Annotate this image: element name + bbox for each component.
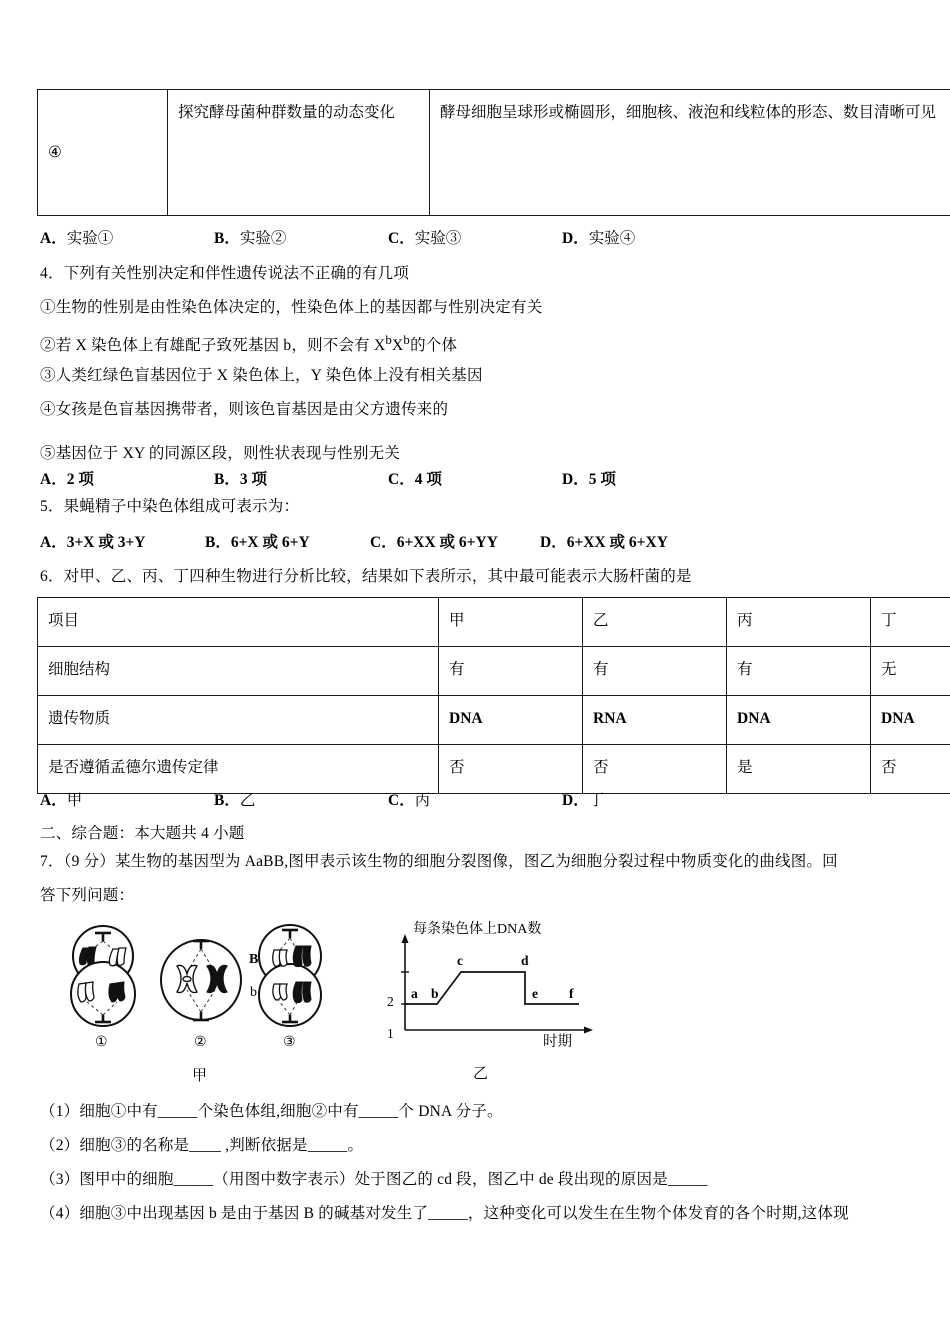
table-cell: DNA — [727, 696, 871, 745]
table-header-yi: 乙 — [583, 598, 727, 647]
table-header-item: 项目 — [38, 598, 439, 647]
q3-option-b[interactable]: B．实验② — [214, 230, 287, 247]
table-header-ding: 丁 — [871, 598, 950, 647]
q7-sub-3: （3）图甲中的细胞_____（用图中数字表示）处于图乙的 cd 段，图乙中 de 段出现的原因是_____ — [40, 1171, 708, 1188]
q3-option-a[interactable]: A．实验① — [40, 230, 114, 247]
cell-3-label: ③ — [283, 1035, 296, 1050]
q4-stem: 4．下列有关性别决定和伴性遗传说法不正确的有几项 — [40, 265, 410, 282]
table-cell: 有 — [583, 647, 727, 696]
chart-point-c: c — [457, 953, 463, 968]
x-axis-arrow — [584, 1027, 593, 1034]
row-label-cell: 是否遵循孟德尔遗传定律 — [38, 745, 439, 794]
q6-stem: 6．对甲、乙、丙、丁四种生物进行分析比较，结果如下表所示，其中最可能表示大肠杆菌的是 — [40, 568, 692, 585]
q4-item-3: ③人类红绿色盲基因位于 X 染色体上，Y 染色体上没有相关基因 — [40, 367, 483, 384]
q5-option-row — [0, 530, 900, 550]
table-header-row — [38, 598, 950, 647]
q4-option-row — [0, 467, 900, 487]
q6-option-b[interactable]: B．乙 — [214, 792, 256, 809]
q4-option-a[interactable]: A．2 项 — [40, 471, 94, 488]
q4-item-2: ②若 X 染色体上有雄配子致死基因 b，则不会有 $X^bX^b$的个体 — [40, 332, 458, 355]
q7-stem-line1: 7．（9 分）某生物的基因型为 AaBB,图甲表示该生物的细胞分裂图像，图乙为细胞分裂过程中物质变化的曲线图。回 — [40, 853, 838, 870]
q3-option-d[interactable]: D．实验④ — [562, 230, 636, 247]
row-label-cell: 遗传物质 — [38, 696, 439, 745]
table-row — [38, 696, 950, 745]
figure-caption-yi: 乙 — [473, 1066, 489, 1082]
table-header-jia: 甲 — [439, 598, 583, 647]
experiment-index-cell: ④ — [38, 90, 168, 216]
table-cell: DNA — [439, 696, 583, 745]
table-cell: 是 — [727, 745, 871, 794]
section-two-heading: 二、综合题：本大题共 4 小题 — [40, 825, 245, 842]
q4-item-4: ④女孩是色盲基因携带者，则该色盲基因是由父方遗传来的 — [40, 401, 449, 418]
chart-point-b: b — [431, 986, 439, 1001]
table-row — [38, 745, 950, 794]
figure-caption-jia: 甲 — [192, 1068, 208, 1084]
q6-option-c[interactable]: C．丙 — [388, 792, 431, 809]
q4-option-c[interactable]: C．4 项 — [388, 471, 442, 488]
table-cell: 有 — [439, 647, 583, 696]
organism-comparison-table — [37, 597, 950, 794]
q7-stem-line2: 答下列问题： — [40, 887, 135, 904]
q3-option-row — [0, 226, 900, 246]
q4-item-1: ①生物的性别是由性染色体决定的，性染色体上的基因都与性别决定有关 — [40, 299, 543, 316]
experiment-topic-cell: 探究酵母菌种群数量的动态变化 — [168, 90, 430, 216]
chart-y-axis-label: 每条染色体上DNA数 — [413, 922, 542, 937]
cell-diagram-2 — [149, 928, 253, 1032]
q7-sub-2: （2）细胞③的名称是____ ,判断依据是_____。 — [40, 1137, 364, 1154]
cell-3-allele-b-upper: B — [249, 952, 259, 967]
chart-point-a: a — [411, 986, 418, 1001]
q7-figure — [37, 922, 917, 1094]
q6-option-row — [0, 788, 900, 808]
q5-option-c[interactable]: C．6+XX 或 6+YY — [370, 534, 498, 551]
cell-2-label: ② — [194, 1035, 207, 1050]
q4-item-5: ⑤基因位于 XY 的同源区段，则性状表现与性别无关 — [40, 445, 401, 462]
experiment-observation-cell: 酵母细胞呈球形或椭圆形，细胞核、液泡和线粒体的形态、数目清晰可见 — [430, 90, 950, 216]
table-cell: RNA — [583, 696, 727, 745]
table-cell: 否 — [583, 745, 727, 794]
cell-3-allele-b-lower: b — [250, 985, 257, 1000]
q5-option-b[interactable]: B．6+X 或 6+Y — [205, 534, 310, 551]
q6-option-d[interactable]: D．丁 — [562, 792, 605, 809]
y-tick-2: 2 — [387, 994, 394, 1009]
q7-sub-4: （4）细胞③中出现基因 b 是由于基因 B 的碱基对发生了_____，这种变化可以发生在生物个体发育的各个时期,这体现 — [40, 1205, 849, 1222]
cell-diagram-3 — [240, 922, 340, 1030]
chart-svg — [365, 922, 655, 1054]
cell-1-label: ① — [95, 1035, 108, 1050]
chart-x-axis-label: 时期 — [543, 1034, 572, 1050]
table-cell: 有 — [727, 647, 871, 696]
row-label-cell: 细胞结构 — [38, 647, 439, 696]
q5-option-a[interactable]: A．3+X 或 3+Y — [40, 534, 146, 551]
q3-option-c[interactable]: C．实验③ — [388, 230, 462, 247]
q6-option-a[interactable]: A．甲 — [40, 792, 83, 809]
y-tick-1: 1 — [387, 1026, 394, 1041]
q4-option-b[interactable]: B．3 项 — [214, 471, 267, 488]
table-cell: DNA — [871, 696, 950, 745]
q7-sub-1: （1）细胞①中有_____个染色体组,细胞②中有_____个 DNA 分子。 — [40, 1103, 503, 1120]
chart-point-f: f — [569, 986, 574, 1001]
cell-2-svg — [149, 928, 253, 1032]
y-axis-arrow — [402, 934, 409, 943]
cell-diagram-1 — [55, 922, 151, 1030]
chart-point-d: d — [521, 953, 529, 968]
cell-3-svg — [240, 922, 340, 1030]
table-cell: 无 — [871, 647, 950, 696]
experiment-table — [37, 89, 950, 216]
chart-point-e: e — [532, 986, 538, 1001]
table-row — [38, 647, 950, 696]
table-row — [38, 90, 950, 216]
table-cell: 否 — [871, 745, 950, 794]
q5-stem: 5．果蝇精子中染色体组成可表示为： — [40, 498, 300, 515]
q5-option-d[interactable]: D．6+XX 或 6+XY — [540, 534, 668, 551]
table-header-bing: 丙 — [727, 598, 871, 647]
cell-1-svg — [55, 922, 151, 1030]
dna-per-chromosome-chart — [365, 922, 655, 1082]
q4-option-d[interactable]: D．5 项 — [562, 471, 616, 488]
table-cell: 否 — [439, 745, 583, 794]
